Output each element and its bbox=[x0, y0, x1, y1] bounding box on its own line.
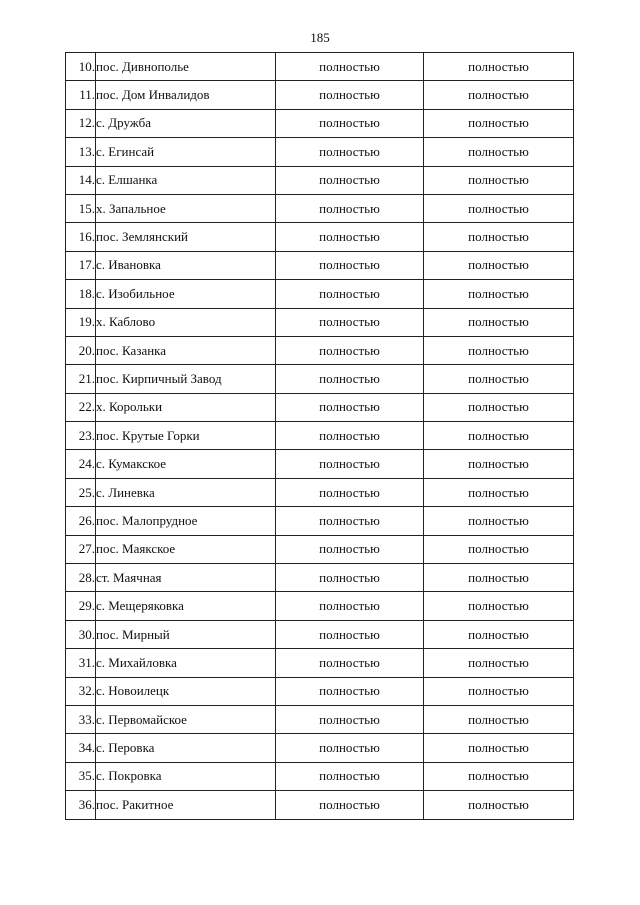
status-cell-col3: полностью bbox=[276, 81, 424, 109]
table-row bbox=[66, 478, 574, 506]
row-number-cell: 17. bbox=[66, 251, 96, 279]
table-row bbox=[66, 649, 574, 677]
table-row bbox=[66, 705, 574, 733]
status-cell-col3: полностью bbox=[276, 705, 424, 733]
status-cell-col3: полностью bbox=[276, 223, 424, 251]
settlement-name-cell: ст. Маячная bbox=[96, 564, 276, 592]
table-row bbox=[66, 308, 574, 336]
table-row bbox=[66, 336, 574, 364]
status-cell-col4: полностью bbox=[424, 734, 574, 762]
status-cell-col4: полностью bbox=[424, 53, 574, 81]
table-row bbox=[66, 791, 574, 819]
row-number-cell: 22. bbox=[66, 393, 96, 421]
row-number-cell: 11. bbox=[66, 81, 96, 109]
status-cell-col3: полностью bbox=[276, 138, 424, 166]
status-cell-col4: полностью bbox=[424, 138, 574, 166]
settlement-name-cell: с. Михайловка bbox=[96, 649, 276, 677]
row-number-cell: 13. bbox=[66, 138, 96, 166]
table-row bbox=[66, 592, 574, 620]
settlement-name-cell: с. Кумакское bbox=[96, 450, 276, 478]
row-number-cell: 29. bbox=[66, 592, 96, 620]
status-cell-col4: полностью bbox=[424, 564, 574, 592]
row-number-cell: 31. bbox=[66, 649, 96, 677]
settlement-name-cell: с. Мещеряковка bbox=[96, 592, 276, 620]
status-cell-col4: полностью bbox=[424, 308, 574, 336]
status-cell-col4: полностью bbox=[424, 535, 574, 563]
table-row bbox=[66, 762, 574, 790]
status-cell-col4: полностью bbox=[424, 166, 574, 194]
status-cell-col4: полностью bbox=[424, 592, 574, 620]
status-cell-col3: полностью bbox=[276, 677, 424, 705]
status-cell-col4: полностью bbox=[424, 109, 574, 137]
settlement-name-cell: пос. Землянский bbox=[96, 223, 276, 251]
status-cell-col4: полностью bbox=[424, 507, 574, 535]
status-cell-col4: полностью bbox=[424, 791, 574, 819]
status-cell-col4: полностью bbox=[424, 280, 574, 308]
settlement-name-cell: пос. Мирный bbox=[96, 620, 276, 648]
table-row bbox=[66, 677, 574, 705]
table-row bbox=[66, 507, 574, 535]
table-row bbox=[66, 422, 574, 450]
row-number-cell: 23. bbox=[66, 422, 96, 450]
status-cell-col3: полностью bbox=[276, 393, 424, 421]
status-cell-col3: полностью bbox=[276, 620, 424, 648]
status-cell-col4: полностью bbox=[424, 393, 574, 421]
settlement-name-cell: с. Изобильное bbox=[96, 280, 276, 308]
status-cell-col3: полностью bbox=[276, 535, 424, 563]
settlement-name-cell: х. Запальное bbox=[96, 194, 276, 222]
row-number-cell: 18. bbox=[66, 280, 96, 308]
settlement-name-cell: с. Егинсай bbox=[96, 138, 276, 166]
table-row bbox=[66, 138, 574, 166]
row-number-cell: 34. bbox=[66, 734, 96, 762]
settlement-name-cell: пос. Дивнополье bbox=[96, 53, 276, 81]
settlement-name-cell: с. Новоилецк bbox=[96, 677, 276, 705]
status-cell-col4: полностью bbox=[424, 620, 574, 648]
settlement-name-cell: пос. Кирпичный Завод bbox=[96, 365, 276, 393]
row-number-cell: 28. bbox=[66, 564, 96, 592]
settlement-name-cell: х. Каблово bbox=[96, 308, 276, 336]
settlement-name-cell: пос. Маякское bbox=[96, 535, 276, 563]
status-cell-col4: полностью bbox=[424, 194, 574, 222]
row-number-cell: 36. bbox=[66, 791, 96, 819]
status-cell-col3: полностью bbox=[276, 251, 424, 279]
row-number-cell: 27. bbox=[66, 535, 96, 563]
status-cell-col3: полностью bbox=[276, 365, 424, 393]
settlement-name-cell: с. Перовка bbox=[96, 734, 276, 762]
status-cell-col3: полностью bbox=[276, 53, 424, 81]
table-row bbox=[66, 535, 574, 563]
status-cell-col4: полностью bbox=[424, 251, 574, 279]
settlement-name-cell: с. Линевка bbox=[96, 478, 276, 506]
status-cell-col3: полностью bbox=[276, 422, 424, 450]
row-number-cell: 12. bbox=[66, 109, 96, 137]
status-cell-col3: полностью bbox=[276, 507, 424, 535]
status-cell-col4: полностью bbox=[424, 365, 574, 393]
settlement-name-cell: с. Ивановка bbox=[96, 251, 276, 279]
row-number-cell: 25. bbox=[66, 478, 96, 506]
status-cell-col4: полностью bbox=[424, 649, 574, 677]
row-number-cell: 26. bbox=[66, 507, 96, 535]
table-row bbox=[66, 620, 574, 648]
settlement-name-cell: с. Дружба bbox=[96, 109, 276, 137]
status-cell-col3: полностью bbox=[276, 109, 424, 137]
table-row bbox=[66, 251, 574, 279]
status-cell-col3: полностью bbox=[276, 478, 424, 506]
settlement-name-cell: с. Елшанка bbox=[96, 166, 276, 194]
table-row bbox=[66, 166, 574, 194]
settlement-name-cell: с. Покровка bbox=[96, 762, 276, 790]
row-number-cell: 15. bbox=[66, 194, 96, 222]
table-row bbox=[66, 564, 574, 592]
settlement-name-cell: пос. Дом Инвалидов bbox=[96, 81, 276, 109]
table-row bbox=[66, 109, 574, 137]
table-row bbox=[66, 81, 574, 109]
status-cell-col3: полностью bbox=[276, 166, 424, 194]
settlement-name-cell: пос. Крутые Горки bbox=[96, 422, 276, 450]
status-cell-col3: полностью bbox=[276, 762, 424, 790]
status-cell-col3: полностью bbox=[276, 450, 424, 478]
table-row bbox=[66, 53, 574, 81]
status-cell-col3: полностью bbox=[276, 791, 424, 819]
settlements-table bbox=[65, 52, 574, 820]
settlement-name-cell: с. Первомайское bbox=[96, 705, 276, 733]
status-cell-col3: полностью bbox=[276, 308, 424, 336]
table-row bbox=[66, 393, 574, 421]
row-number-cell: 10. bbox=[66, 53, 96, 81]
status-cell-col4: полностью bbox=[424, 450, 574, 478]
table-row bbox=[66, 280, 574, 308]
row-number-cell: 19. bbox=[66, 308, 96, 336]
status-cell-col3: полностью bbox=[276, 649, 424, 677]
settlement-name-cell: пос. Ракитное bbox=[96, 791, 276, 819]
row-number-cell: 35. bbox=[66, 762, 96, 790]
row-number-cell: 14. bbox=[66, 166, 96, 194]
settlement-name-cell: пос. Казанка bbox=[96, 336, 276, 364]
table-row bbox=[66, 365, 574, 393]
settlement-name-cell: пос. Малопрудное bbox=[96, 507, 276, 535]
row-number-cell: 30. bbox=[66, 620, 96, 648]
status-cell-col4: полностью bbox=[424, 762, 574, 790]
settlement-name-cell: х. Корольки bbox=[96, 393, 276, 421]
row-number-cell: 24. bbox=[66, 450, 96, 478]
row-number-cell: 16. bbox=[66, 223, 96, 251]
table-body bbox=[66, 53, 574, 820]
status-cell-col4: полностью bbox=[424, 677, 574, 705]
status-cell-col4: полностью bbox=[424, 223, 574, 251]
table-row bbox=[66, 223, 574, 251]
row-number-cell: 20. bbox=[66, 336, 96, 364]
status-cell-col3: полностью bbox=[276, 592, 424, 620]
table-row bbox=[66, 450, 574, 478]
status-cell-col3: полностью bbox=[276, 734, 424, 762]
page-number: 185 bbox=[310, 30, 330, 45]
status-cell-col3: полностью bbox=[276, 336, 424, 364]
table-row bbox=[66, 194, 574, 222]
status-cell-col4: полностью bbox=[424, 81, 574, 109]
status-cell-col3: полностью bbox=[276, 194, 424, 222]
status-cell-col3: полностью bbox=[276, 280, 424, 308]
status-cell-col3: полностью bbox=[276, 564, 424, 592]
row-number-cell: 33. bbox=[66, 705, 96, 733]
table-row bbox=[66, 734, 574, 762]
row-number-cell: 32. bbox=[66, 677, 96, 705]
status-cell-col4: полностью bbox=[424, 336, 574, 364]
status-cell-col4: полностью bbox=[424, 705, 574, 733]
status-cell-col4: полностью bbox=[424, 478, 574, 506]
row-number-cell: 21. bbox=[66, 365, 96, 393]
status-cell-col4: полностью bbox=[424, 422, 574, 450]
